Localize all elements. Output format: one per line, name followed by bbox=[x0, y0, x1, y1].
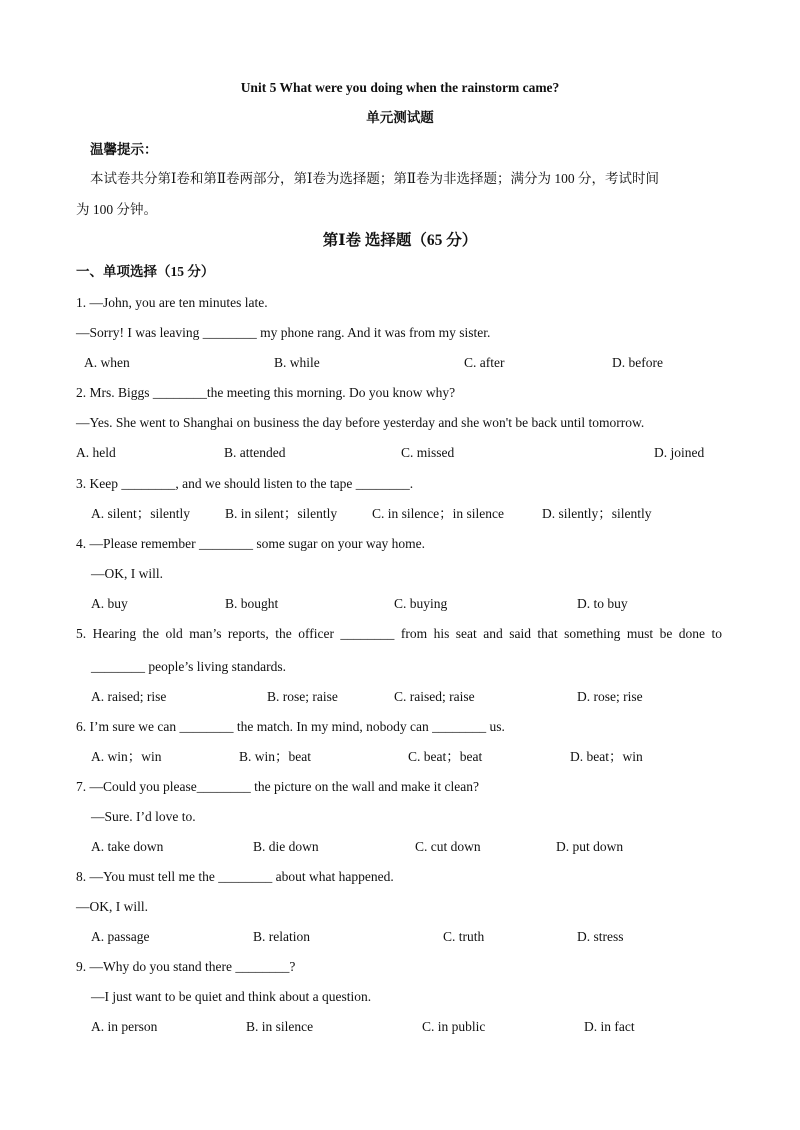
option-a: A. win；win bbox=[91, 749, 162, 764]
option-a: A. when bbox=[84, 355, 130, 370]
question-stem: —Sure. I’d love to. bbox=[91, 809, 196, 824]
option-c: C. beat；beat bbox=[408, 749, 483, 764]
option-d: D. beat；win bbox=[570, 749, 643, 764]
option-d: D. stress bbox=[577, 929, 624, 944]
option-b: B. while bbox=[274, 355, 320, 370]
option-c: C. missed bbox=[401, 445, 455, 460]
question-stem: 6. I’m sure we can ________ the match. In my mind, nobody can ________ us. bbox=[76, 719, 505, 734]
option-a: A. raised; rise bbox=[91, 689, 167, 704]
option-a: A. take down bbox=[91, 839, 164, 854]
option-b: B. win；beat bbox=[239, 749, 311, 764]
option-d: D. joined bbox=[654, 445, 705, 460]
option-a: A. held bbox=[76, 445, 116, 460]
question-stem: —I just want to be quiet and think about a question. bbox=[91, 989, 372, 1004]
option-c: C. buying bbox=[394, 596, 448, 611]
option-d: D. silently；silently bbox=[542, 506, 652, 521]
option-b: B. attended bbox=[224, 445, 286, 460]
option-d: D. before bbox=[612, 355, 663, 370]
question-stem: 3. Keep ________, and we should listen to the tape ________. bbox=[76, 476, 414, 491]
question-stem: —Sorry! I was leaving ________ my phone rang. And it was from my sister. bbox=[76, 325, 491, 340]
option-d: D. put down bbox=[556, 839, 624, 854]
question-stem: ________ people’s living standards. bbox=[91, 659, 286, 674]
option-c: C. truth bbox=[443, 929, 485, 944]
option-d: D. in fact bbox=[584, 1019, 635, 1034]
notice-line-1: 本试卷共分第Ⅰ卷和第Ⅱ卷两部分，第Ⅰ卷为选择题；第Ⅱ卷为非选择题；满分为 100 分，考试时间 bbox=[90, 171, 660, 186]
option-c: C. cut down bbox=[415, 839, 481, 854]
option-d: D. to buy bbox=[577, 596, 628, 611]
option-b: B. in silence bbox=[246, 1019, 314, 1034]
option-d: D. rose; rise bbox=[577, 689, 643, 704]
document-subtitle: 单元测试题 bbox=[366, 110, 434, 125]
option-a: A. silent；silently bbox=[91, 506, 190, 521]
option-b: B. die down bbox=[253, 839, 319, 854]
option-b: B. bought bbox=[225, 596, 279, 611]
option-a: A. passage bbox=[91, 929, 150, 944]
question-stem: —Yes. She went to Shanghai on business the day before yesterday and she won't be back until tomorrow. bbox=[76, 415, 645, 430]
option-c: C. in public bbox=[422, 1019, 486, 1034]
notice-heading: 温馨提示： bbox=[90, 142, 158, 157]
option-c: C. after bbox=[464, 355, 505, 370]
option-c: C. raised; raise bbox=[394, 689, 475, 704]
option-c: C. in silence；in silence bbox=[372, 506, 504, 521]
question-stem: 2. Mrs. Biggs ________the meeting this morning. Do you know why? bbox=[76, 385, 456, 400]
question-stem: 8. —You must tell me the ________ about what happened. bbox=[76, 869, 394, 884]
question-stem: —OK, I will. bbox=[76, 899, 148, 914]
option-b: B. relation bbox=[253, 929, 310, 944]
section-title: 一、单项选择（15 分） bbox=[76, 264, 215, 279]
question-stem: 7. —Could you please________ the picture on the wall and make it clean? bbox=[76, 779, 480, 794]
option-a: A. buy bbox=[91, 596, 128, 611]
question-stem: —OK, I will. bbox=[91, 566, 163, 581]
option-b: B. rose; raise bbox=[267, 689, 338, 704]
option-b: B. in silent；silently bbox=[225, 506, 338, 521]
question-stem: 5. Hearing the old man’s reports, the officer ________ from his seat and said that something must be done to bbox=[76, 626, 722, 641]
option-a: A. in person bbox=[91, 1019, 158, 1034]
part-title: 第Ⅰ卷 选择题（65 分） bbox=[322, 232, 478, 249]
notice-line-2: 为 100 分钟。 bbox=[76, 202, 157, 217]
question-stem: 4. —Please remember ________ some sugar on your way home. bbox=[76, 536, 426, 551]
question-stem: 9. —Why do you stand there ________? bbox=[76, 959, 296, 974]
document-title: Unit 5 What were you doing when the rainstorm came? bbox=[240, 80, 560, 95]
question-stem: 1. —John, you are ten minutes late. bbox=[76, 295, 268, 310]
